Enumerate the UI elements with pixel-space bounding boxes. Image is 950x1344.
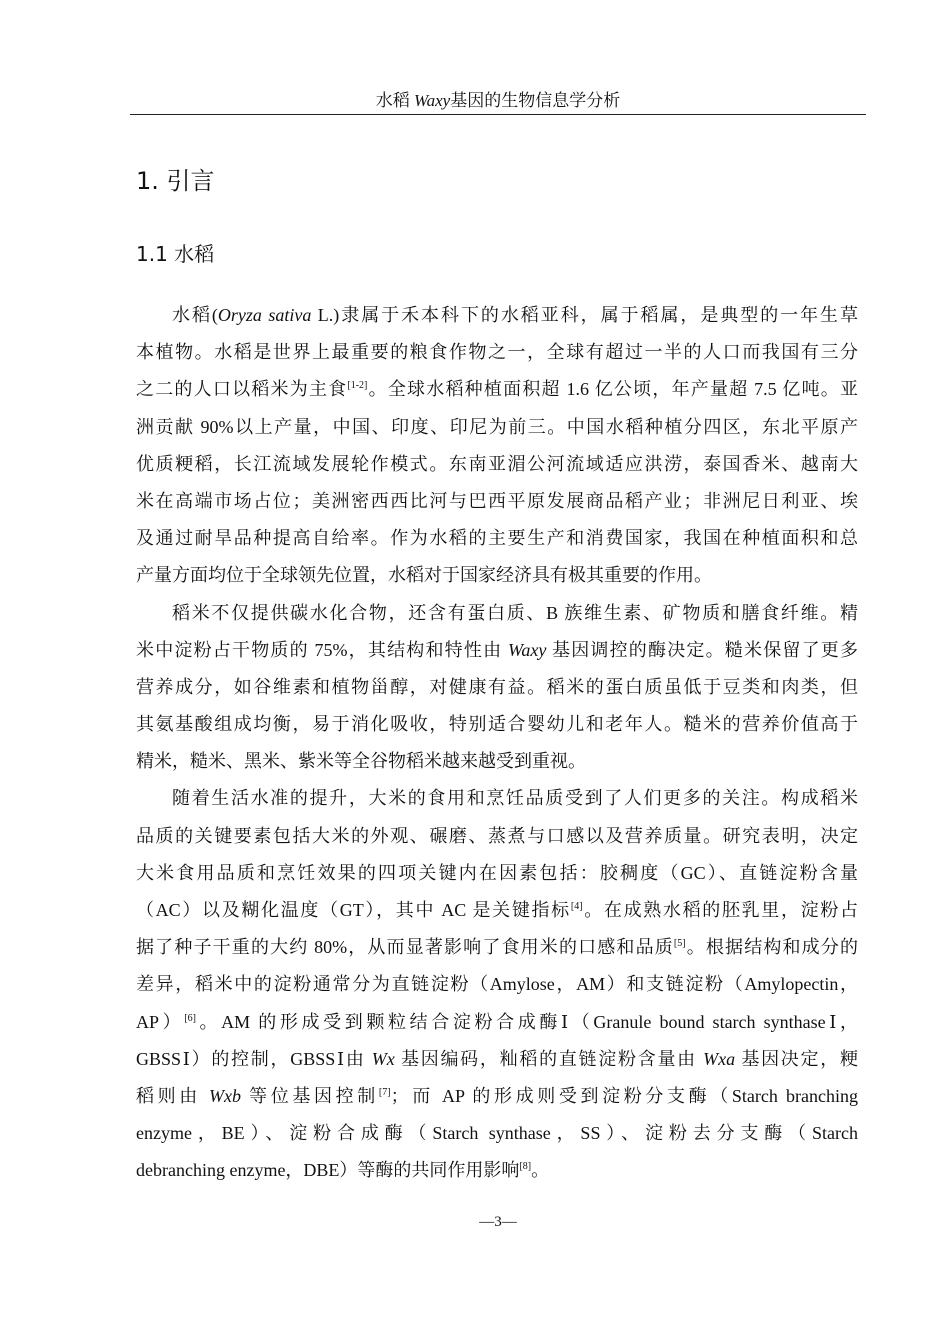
- paragraph-line: [136, 334, 858, 371]
- paragraph-line: [136, 409, 858, 446]
- paragraph-line: [136, 929, 858, 966]
- text-run: 。在成熟水稻的胚乳里，淀粉占: [582, 900, 859, 920]
- citation-superscript: [7]: [378, 1086, 391, 1098]
- text-run: 基因调控的酶决定。糙米保留了更多: [546, 639, 858, 660]
- paragraph-line: [136, 297, 858, 334]
- text-run: GBSSⅠ）的控制，GBSSⅠ由: [136, 1048, 372, 1069]
- text-run: 等位基因控制: [241, 1085, 379, 1106]
- text-run: 差异，稻米中的淀粉通常分为直链淀粉（Amylose，AM）和支链淀粉（Amylopectin，: [136, 974, 858, 995]
- text-run: 。根据结构和成分的: [685, 937, 858, 958]
- text-run: 。: [531, 1160, 550, 1181]
- header-rule: [130, 114, 866, 115]
- text-run: 品质的关键要素包括大米的外观、碾磨、蒸煮与口感以及营养质量。研究表明，决定: [136, 825, 858, 846]
- running-header: [130, 90, 866, 112]
- header-text-post: 基因的生物信息学分析: [450, 91, 621, 110]
- text-run: 洲贡献 90%以上产量，中国、印度、印尼为前三。中国水稻种植分四区，东北平原产: [136, 416, 858, 437]
- citation-superscript: [1-2]: [347, 380, 368, 392]
- text-run: 米中淀粉占干物质的 75%，其结构和特性由: [136, 639, 508, 660]
- text-run: 基因决定，粳: [735, 1048, 858, 1069]
- italic-term: Waxy: [507, 639, 547, 660]
- text-run: debranching enzyme，DBE）等酶的共同作用影响: [136, 1160, 520, 1181]
- paragraph-line: [136, 557, 858, 594]
- text-run: 据了种子干重的大约 80%，从而显著影响了食用米的口感和品质: [136, 937, 674, 958]
- paragraph-line: [136, 520, 858, 557]
- paragraph-line: [136, 446, 858, 483]
- paragraph-line: [136, 743, 858, 780]
- text-run: 基因编码，籼稻的直链淀粉含量由: [394, 1048, 704, 1069]
- text-run: AP）: [136, 1011, 185, 1032]
- text-run: 及通过耐旱品种提高自给率。作为水稻的主要生产和消费国家，我国在种植面积和总: [136, 528, 858, 549]
- text-run: ；而 AP 的形成则受到淀粉分支酶（Starch branching: [390, 1085, 859, 1106]
- paragraph-line: [136, 1115, 858, 1152]
- paragraph-line: [136, 483, 858, 520]
- header-text-gene: Waxy: [414, 91, 451, 110]
- paragraph-line: [136, 966, 858, 1003]
- text-run: L.)隶属于禾本科下的水稻亚科，属于稻属，是典型的一年生草: [311, 305, 858, 325]
- paragraph-line: [136, 1041, 858, 1078]
- paragraph-line: [136, 595, 858, 632]
- text-run: 之二的人口以稻米为主食: [136, 379, 348, 400]
- page-number: —3—: [479, 1214, 517, 1230]
- body-text: [136, 297, 858, 1190]
- paragraph-line: [136, 669, 858, 706]
- citation-superscript: [4]: [570, 901, 583, 912]
- italic-term: Wx: [371, 1048, 395, 1069]
- paragraph-line: [136, 780, 858, 817]
- citation-superscript: [5]: [673, 938, 686, 950]
- paragraph-line: [136, 855, 858, 892]
- paragraph-line: [136, 1004, 858, 1041]
- paragraph-line: [136, 1152, 858, 1189]
- paragraph-line: [136, 818, 858, 855]
- text-run: enzyme，BE）、淀粉合成酶（Starch synthase，SS）、淀粉去分支酶（Starch: [136, 1123, 858, 1144]
- text-run: 米在高端市场占位；美洲密西西比河与巴西平原发展商品稻产业；非洲尼日利亚、埃: [136, 490, 858, 511]
- italic-term: Wxb: [209, 1085, 241, 1106]
- text-run: 随着生活水准的提升，大米的食用和烹饪品质受到了人们更多的关注。构成稻米: [172, 788, 858, 809]
- text-run: 其氨基酸组成均衡，易于消化吸收，特别适合婴幼儿和老年人。糙米的营养价值高于: [136, 714, 858, 735]
- text-run: 优质粳稻，长江流域发展轮作模式。东南亚湄公河流域适应洪涝，泰国香米、越南大: [136, 453, 858, 474]
- text-run: 产量方面均位于全球领先位置，水稻对于国家经济具有极其重要的作用。: [136, 565, 712, 586]
- paragraph-line: [136, 706, 858, 743]
- text-run: 。AM 的形成受到颗粒结合淀粉合成酶Ⅰ（Granule bound starch synthaseⅠ，: [195, 1011, 858, 1032]
- text-run: 稻米不仅提供碳水化合物，还含有蛋白质、B 族维生素、矿物质和膳食纤维。精: [172, 602, 858, 623]
- text-run: 水稻(: [172, 305, 218, 325]
- text-run: 精米，糙米、黑米、紫米等全谷物稻米越来越受到重视。: [136, 751, 586, 772]
- citation-superscript: [6]: [184, 1012, 196, 1024]
- header-text-pre: 水稻: [375, 91, 415, 110]
- paragraph-line: [136, 1078, 858, 1115]
- text-run: 营养成分，如谷维素和植物甾醇，对健康有益。稻米的蛋白质虽低于豆类和肉类，但: [136, 676, 858, 697]
- section-heading: 1. 引言: [136, 167, 215, 195]
- italic-term: Oryza sativa: [217, 305, 312, 325]
- text-run: 大米食用品质和烹饪效果的四项关键内在因素包括：胶稠度（GC）、直链淀粉含量: [136, 862, 858, 883]
- citation-superscript: [8]: [519, 1161, 532, 1173]
- paragraph-line: [136, 892, 858, 929]
- italic-term: Wxa: [703, 1048, 736, 1069]
- text-run: 稻则由: [136, 1085, 210, 1106]
- subsection-heading: 1.1 水稻: [136, 242, 215, 266]
- text-run: （AC）以及糊化温度（GT），其中 AC 是关键指标: [136, 900, 571, 920]
- paragraph-line: [136, 632, 858, 669]
- text-run: 。全球水稻种植面积超 1.6 亿公顷，年产量超 7.5 亿吨。亚: [367, 379, 859, 400]
- paragraph-line: [136, 371, 858, 408]
- text-run: 本植物。水稻是世界上最重要的粮食作物之一，全球有超过一半的人口而我国有三分: [136, 342, 858, 363]
